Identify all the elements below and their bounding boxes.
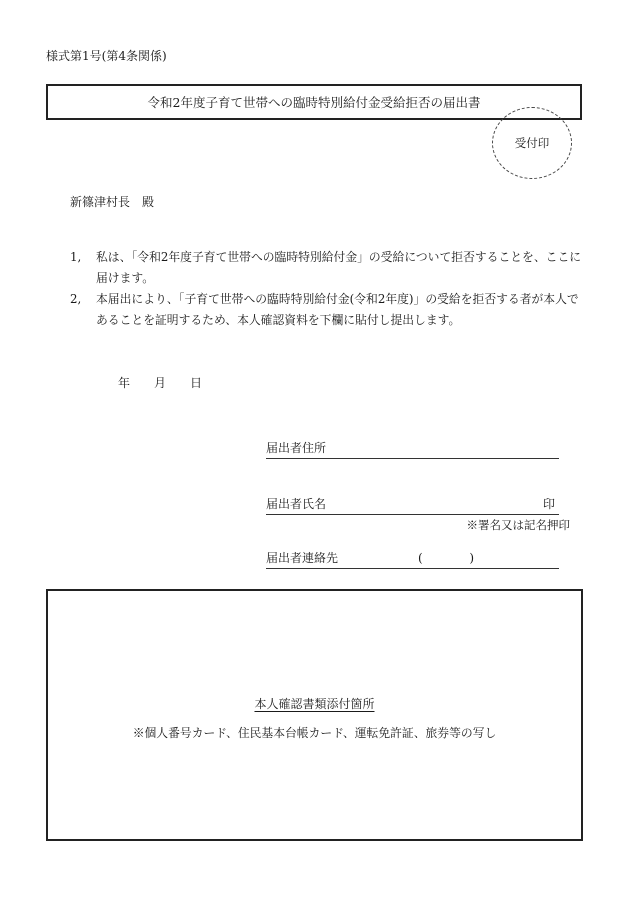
applicant-contact-field[interactable] (266, 551, 559, 569)
date-day-label: 日 (190, 376, 203, 390)
paren-close: ) (469, 551, 474, 565)
applicant-name-field[interactable] (266, 497, 559, 515)
signature-note: ※署名又は記名押印 (466, 518, 570, 532)
applicant-contact-label: 届出者連絡先 (266, 551, 339, 565)
form-number: 様式第1号(第4条関係) (46, 49, 167, 63)
seal-mark: 印 (542, 497, 555, 511)
paren-open: ( (418, 551, 423, 565)
attachment-note: ※個人番号カード、住民基本台帳カード、運転免許証、旅券等の写し (132, 726, 497, 740)
clause-1 (70, 247, 590, 289)
id-document-attachment-area[interactable] (46, 589, 583, 841)
applicant-address-field[interactable] (266, 441, 559, 459)
clause-2 (70, 289, 590, 331)
document-title-box (46, 84, 582, 120)
contact-parentheses (418, 551, 474, 566)
clause-2-number: 2, (70, 292, 82, 306)
date-year-label: 年 (118, 376, 131, 390)
applicant-name-label: 届出者氏名 (266, 497, 327, 511)
attachment-title-wrap (48, 695, 581, 712)
applicant-address-label: 届出者住所 (266, 441, 327, 455)
clause-1-number: 1, (70, 250, 82, 264)
reception-stamp-label: 受付印 (514, 136, 550, 150)
document-title: 令和2年度子育て世帯への臨時特別給付金受給拒否の届出書 (147, 95, 481, 110)
addressee: 新篠津村長 殿 (70, 195, 155, 209)
attachment-title: 本人確認書類添付箇所 (254, 697, 375, 711)
clause-2-text: 本届出により、「子育て世帯への臨時特別給付金(令和2年度)」の受給を拒否する者が本人であることを証明するため、本人確認資料を下欄に貼付し提出します。 (96, 292, 579, 327)
reception-stamp-area (492, 107, 572, 179)
clause-1-text: 私は、「令和2年度子育て世帯への臨時特別給付金」の受給について拒否することを、ここに届けます。 (96, 250, 582, 285)
date-month-label: 月 (154, 376, 167, 390)
date-line[interactable] (118, 374, 226, 391)
